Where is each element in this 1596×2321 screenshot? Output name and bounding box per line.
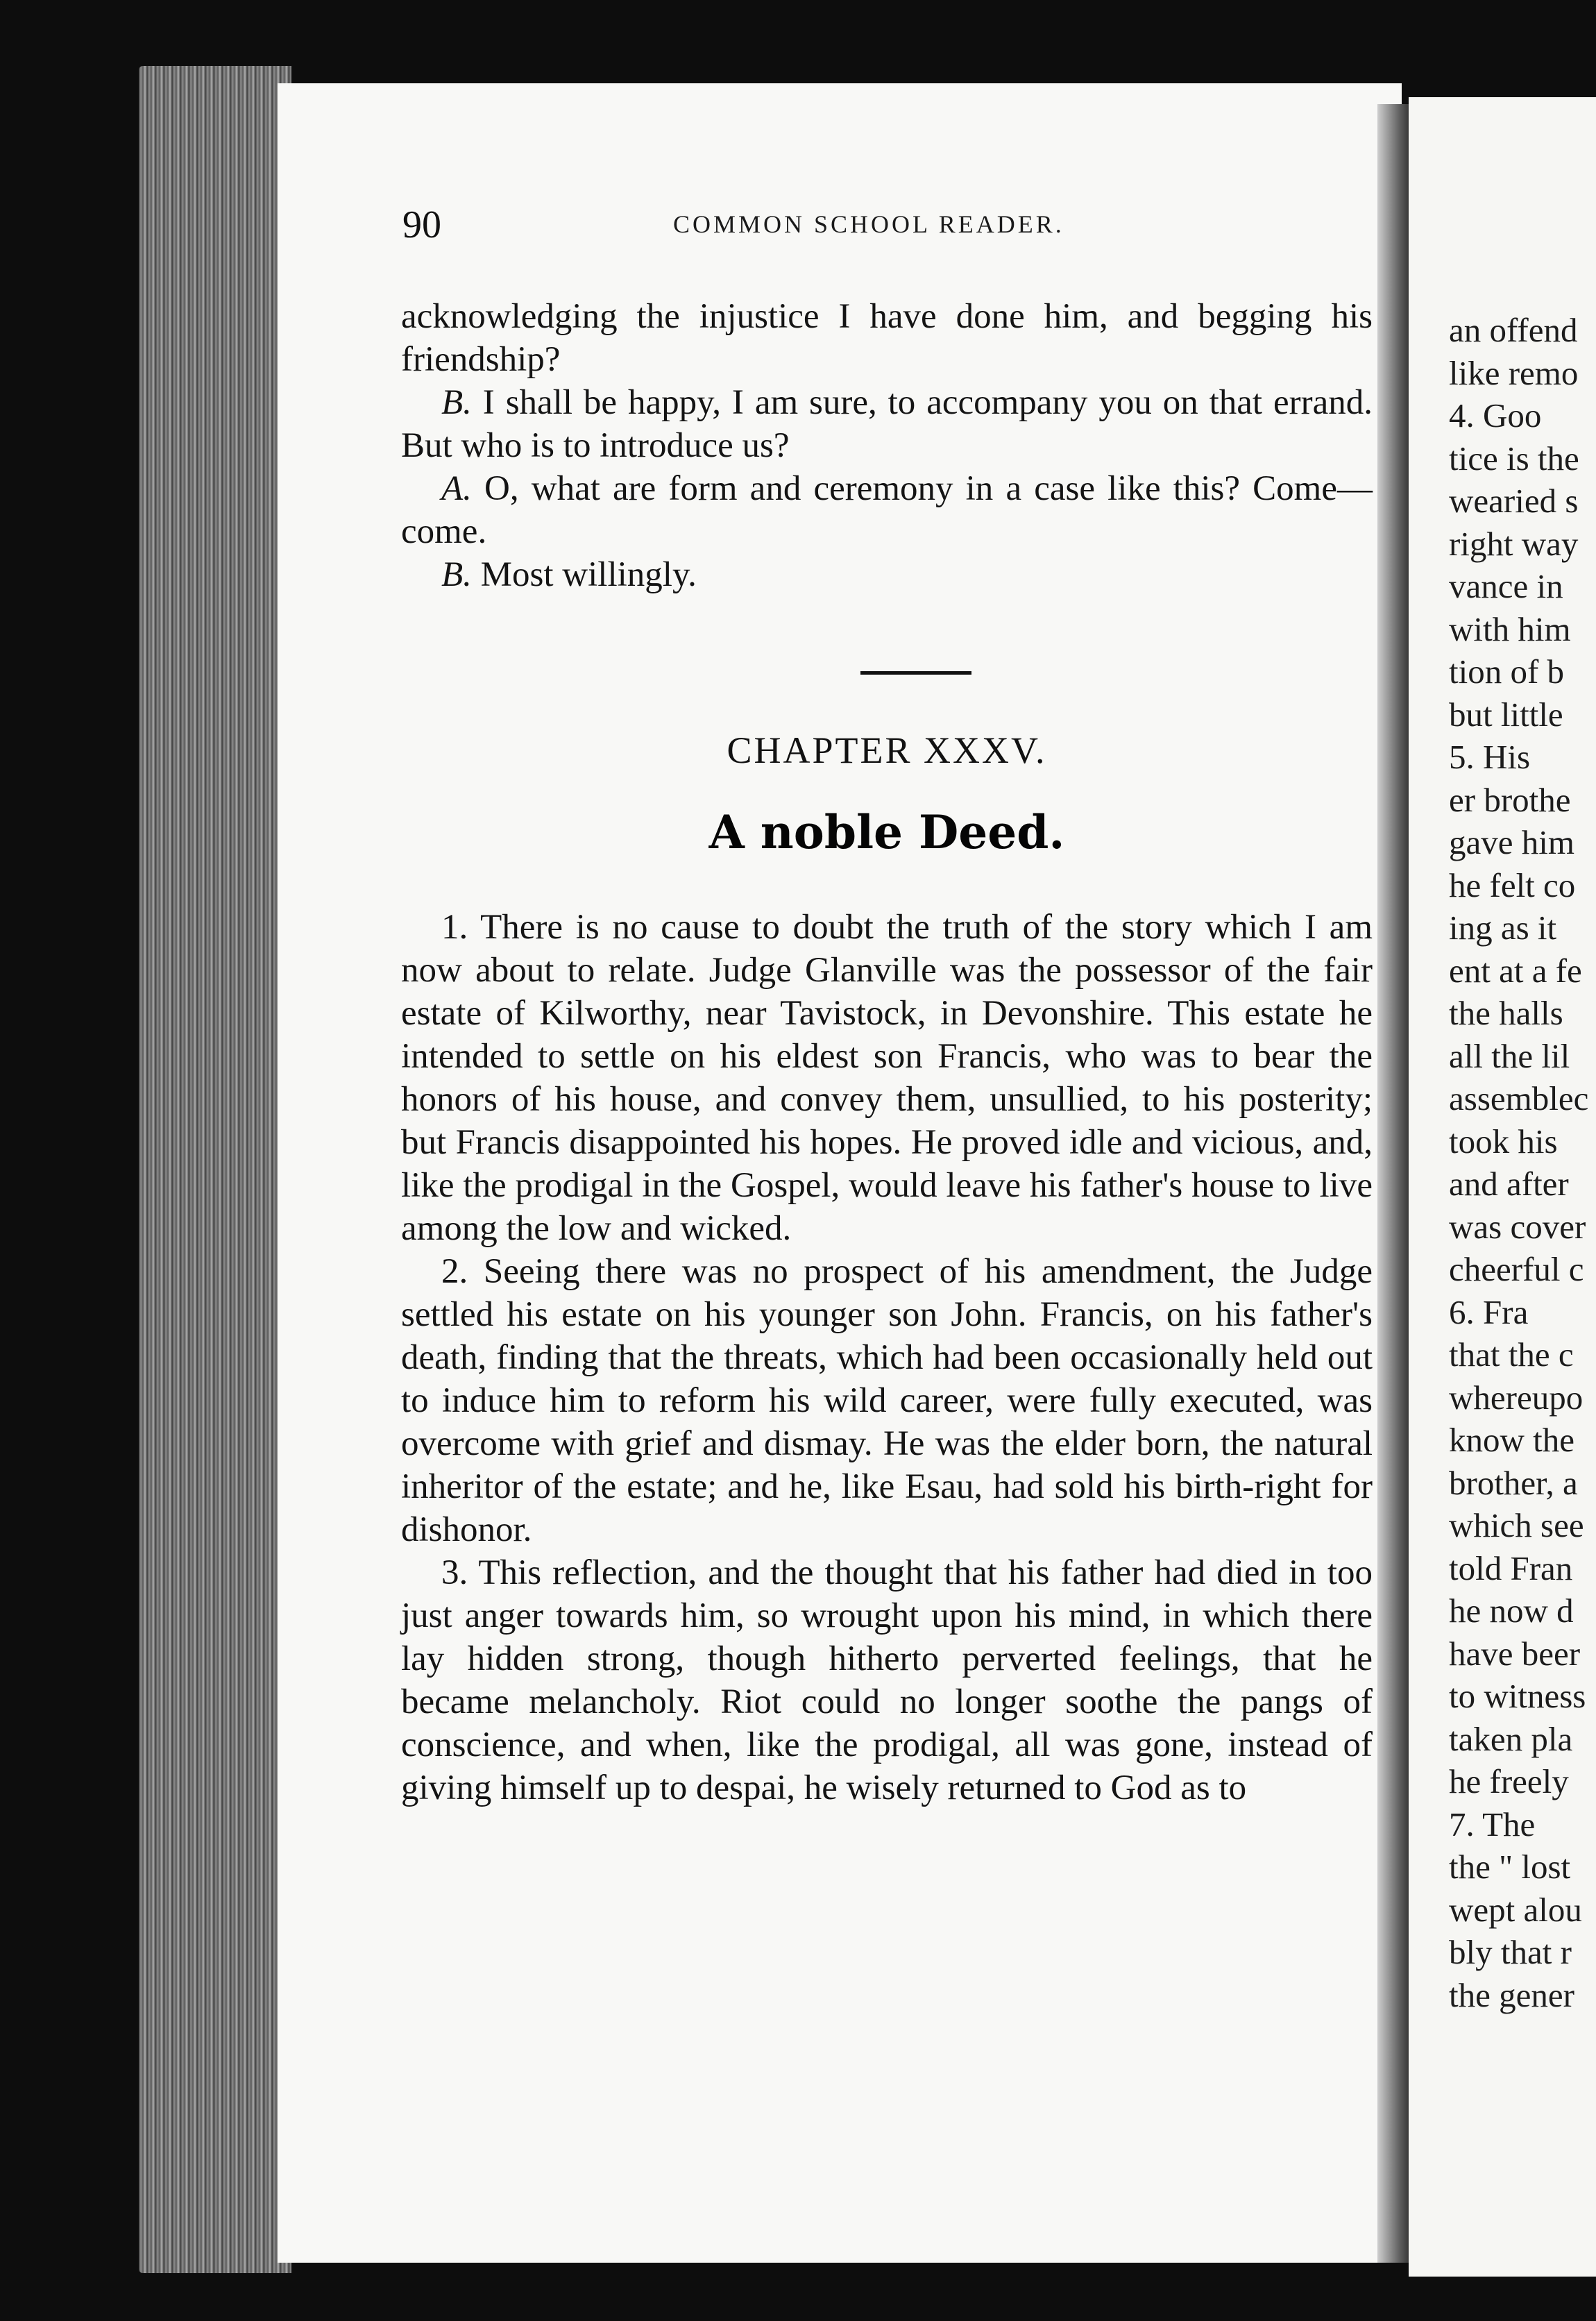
right-page-line: wearied s xyxy=(1449,482,1579,520)
right-page-line: all the lil xyxy=(1449,1036,1570,1075)
right-page-line: know the xyxy=(1449,1421,1574,1459)
right-page-line: 5. His xyxy=(1449,738,1531,776)
right-page-text xyxy=(1449,309,1588,2016)
right-page-line: like remo xyxy=(1449,353,1579,392)
section-divider xyxy=(860,671,971,675)
right-page-line: gave him xyxy=(1449,823,1574,861)
right-page-line: he now d xyxy=(1449,1592,1574,1630)
right-page-line: took his xyxy=(1449,1122,1558,1160)
right-page-line: ing as it xyxy=(1449,909,1557,947)
right-page-line: told Fran xyxy=(1449,1548,1573,1587)
right-page-line: but little xyxy=(1449,695,1563,734)
right-page-line: taken pla xyxy=(1449,1719,1573,1758)
right-page-line: tice is the xyxy=(1449,439,1579,478)
right-page-line: 7. The xyxy=(1449,1805,1536,1843)
speaker-label: A. xyxy=(441,469,472,508)
paragraph: 2. Seeing there was no prospect of his amendment, the Judge settled his estate on his younger son John. Francis, on his father's death, finding that the threats, which had been occasionally held out to induce him to reform his wild career, were fully executed, was overcome with grief and dismay. He was the elder born, the natural inheritor of the estate; and he, like Esau, had sold his birth-right for dishonor. xyxy=(401,1252,1373,1549)
book-page-edges xyxy=(139,66,291,2273)
right-page-line: cheerful c xyxy=(1449,1250,1584,1288)
right-page-line: he freely xyxy=(1449,1762,1569,1800)
page-header xyxy=(402,203,1374,251)
right-page-line: which see xyxy=(1449,1506,1584,1544)
right-page-line: the " lost xyxy=(1449,1848,1571,1886)
right-page-line: assemblec xyxy=(1449,1079,1589,1117)
speaker-label: B. xyxy=(441,383,472,422)
right-page-line: whereupo xyxy=(1449,1378,1584,1417)
dialogue-text: I shall be happy, I am sure, to accompany you on that errand. But who is to introduce us? xyxy=(401,383,1373,465)
right-page-line: vance in xyxy=(1449,567,1563,605)
dialogue-line: acknowledging the injustice I have done him, and begging his friendship? xyxy=(401,297,1373,379)
dialogue-block xyxy=(401,295,1373,596)
paragraph: 3. This reflection, and the thought that his father had died in too just anger towards him, so wrought upon his mind, in which there lay hidden strong, though hitherto perverted feelings, that he became melancholy. Riot could no longer soothe the pangs of conscience, and when, like the prodigal, all was gone, instead of giving himself up to despai, he wisely returned to God as to xyxy=(401,1553,1373,1807)
speaker-label: B. xyxy=(441,555,472,594)
right-page-line: have beer xyxy=(1449,1634,1581,1673)
right-page-line: with him xyxy=(1449,609,1571,648)
dialogue-line xyxy=(401,467,1373,553)
right-page-line: and after xyxy=(1449,1165,1569,1203)
right-page-line: that the c xyxy=(1449,1335,1574,1374)
chapter-title: A noble Deed. xyxy=(708,805,1065,859)
right-page-line: ent at a fe xyxy=(1449,951,1582,990)
dialogue-line xyxy=(401,381,1373,467)
right-page-line: he felt co xyxy=(1449,866,1576,904)
right-page-line: the halls xyxy=(1449,994,1563,1032)
paragraph: 1. There is no cause to doubt the truth of the story which I am now about to relate. Judge Glanville was the possessor of the fair estate of Kilworthy, near Tavistock, in Devonshire. This estate he intended to settle on his eldest son Francis, who was to bear the honors of his house, and convey them, unsullied, to his posterity; but Francis disappointed his hopes. He proved idle and vicious, and, like the prodigal in the Gospel, would leave his father's house to live among the low and wicked. xyxy=(401,908,1373,1248)
right-page-line: bly that r xyxy=(1449,1933,1572,1971)
body-text xyxy=(401,906,1373,1809)
dialogue-line xyxy=(401,553,1373,596)
right-page-line: to witness xyxy=(1449,1677,1586,1715)
right-page-line: er brothe xyxy=(1449,780,1571,819)
chapter-heading: CHAPTER XXXV. xyxy=(727,729,1047,771)
page-number: 90 xyxy=(402,203,441,246)
right-page-line: the gener xyxy=(1449,1975,1574,2014)
right-page-line: was cover xyxy=(1449,1207,1586,1246)
running-head: COMMON SCHOOL READER. xyxy=(673,210,1064,238)
dialogue-text: Most willingly. xyxy=(471,555,697,594)
right-page-line: right way xyxy=(1449,524,1579,563)
right-page-line: brother, a xyxy=(1449,1463,1578,1502)
dialogue-text: O, what are form and ceremony in a case like this? Come—come. xyxy=(401,469,1373,551)
right-page-line: tion of b xyxy=(1449,652,1565,691)
right-page-line: an offend xyxy=(1449,311,1578,349)
right-page-line: 4. Goo xyxy=(1449,396,1542,434)
right-page-line: wept alou xyxy=(1449,1890,1582,1929)
right-page-line: 6. Fra xyxy=(1449,1292,1529,1331)
